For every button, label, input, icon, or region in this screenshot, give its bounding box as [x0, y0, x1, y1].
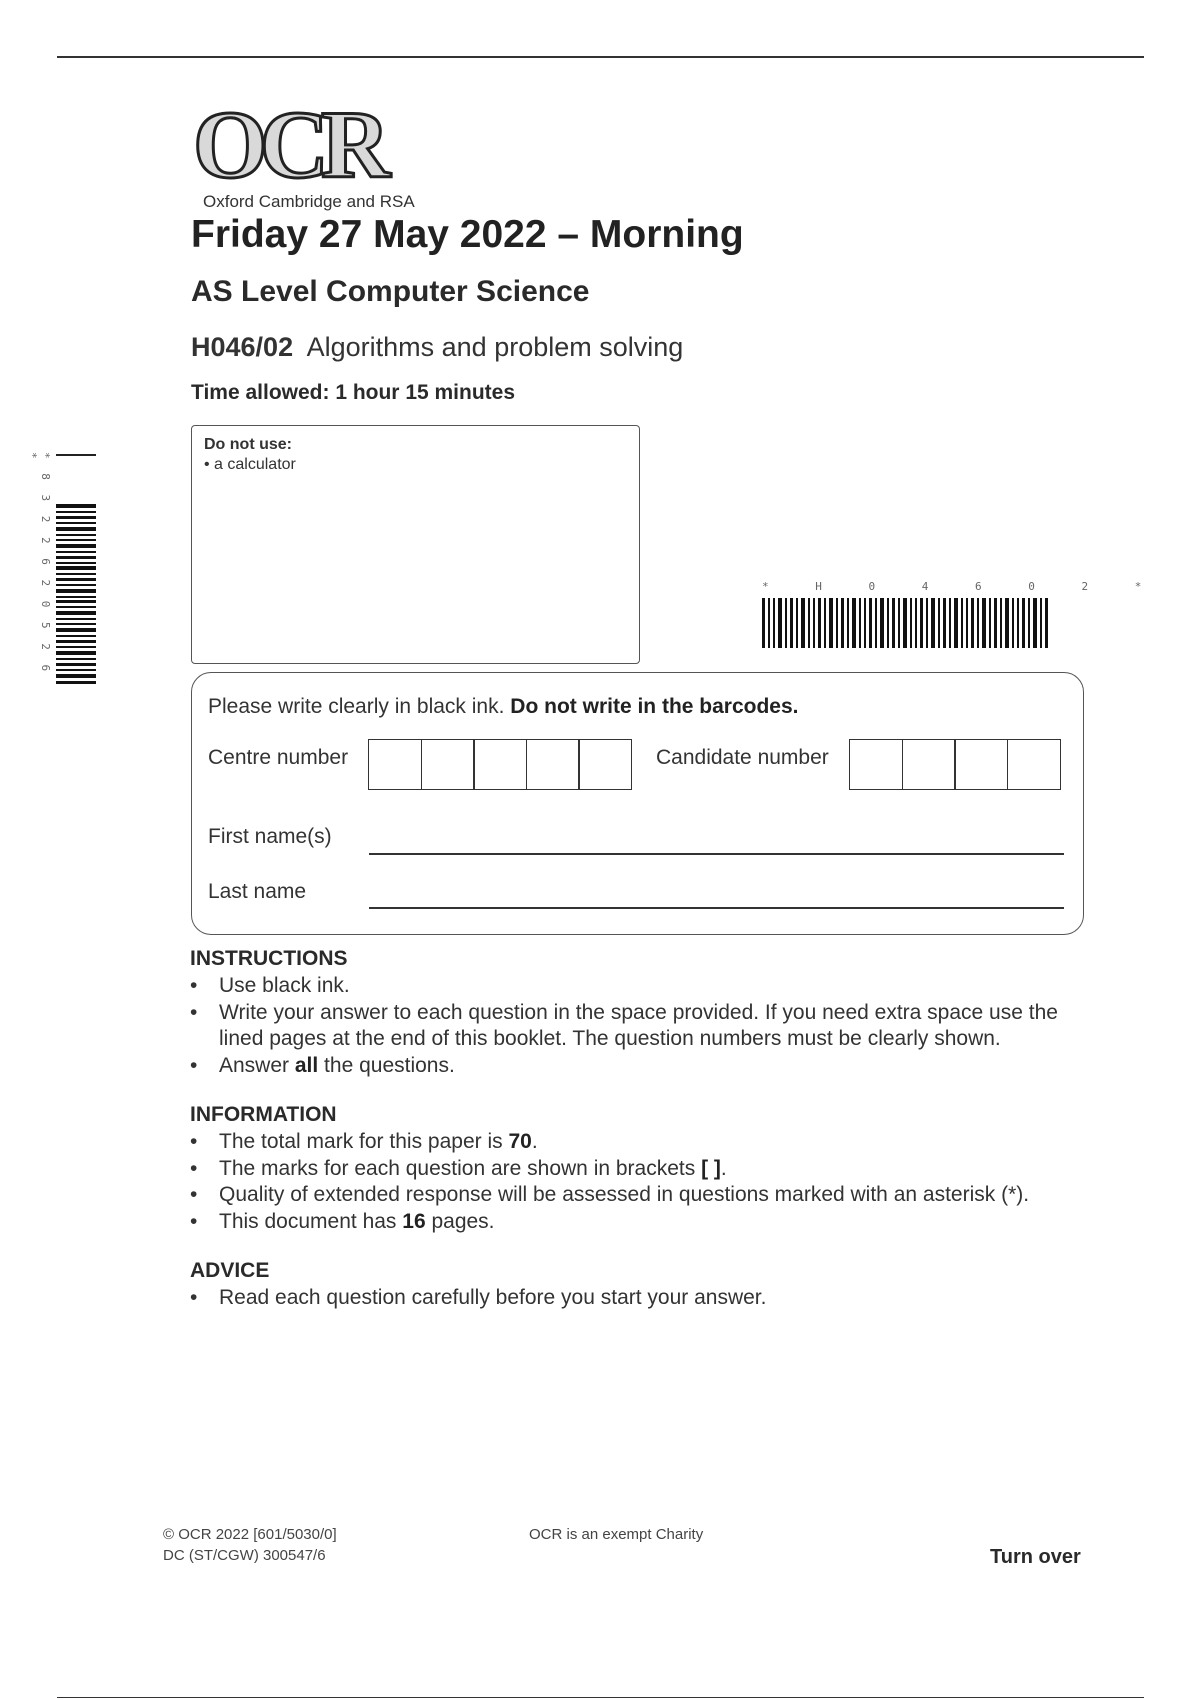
- last-name-line[interactable]: [369, 907, 1064, 909]
- instruction-item: • Answer all the questions.: [190, 1053, 1090, 1080]
- top-rule: [57, 56, 1144, 58]
- last-name-label: Last name: [208, 880, 307, 903]
- footer-reference: DC (ST/CGW) 300547/6: [163, 1547, 326, 1564]
- subject-title: AS Level Computer Science: [191, 275, 590, 308]
- centre-number-cell[interactable]: [578, 739, 632, 790]
- information-item: • Quality of extended response will be assessed in questions marked with an asterisk (*).: [190, 1182, 1090, 1209]
- instructions-section: [190, 947, 1090, 1079]
- candidate-details-box: [191, 672, 1084, 935]
- time-allowed: Time allowed: 1 hour 15 minutes: [191, 381, 516, 404]
- centre-number-cell[interactable]: [421, 739, 475, 790]
- side-barcode-bars: [56, 504, 96, 684]
- paper-title: [191, 332, 683, 363]
- information-heading: INFORMATION: [190, 1103, 337, 1126]
- paper-name: Algorithms and problem solving: [306, 332, 684, 362]
- information-item: • The total mark for this paper is 70.: [190, 1129, 1090, 1156]
- information-item: • The marks for each question are shown in brackets [ ].: [190, 1156, 1090, 1183]
- side-barcode-digits: * 8 3 2 2 6 2 0 5 2 6 *: [26, 452, 52, 676]
- centre-number-boxes[interactable]: [368, 739, 631, 790]
- ocr-logo: [193, 91, 448, 212]
- ocr-logo-subtitle: Oxford Cambridge and RSA: [203, 192, 415, 211]
- instruction-item: • Use black ink.: [190, 973, 1090, 1000]
- instruction-item: • Write your answer to each question in the space provided. If you need extra space use the lined pages at the end of this booklet. The question numbers must be clearly shown.: [190, 1000, 1090, 1053]
- advice-item: • Read each question carefully before you start your answer.: [190, 1285, 1090, 1312]
- turn-over-label: Turn over: [990, 1546, 1081, 1568]
- candidate-number-boxes[interactable]: [849, 739, 1059, 790]
- paper-barcode: [762, 580, 1162, 650]
- ocr-logo-mark: OCR: [193, 91, 383, 198]
- advice-section: [190, 1259, 1090, 1312]
- information-section: [190, 1103, 1090, 1235]
- candidate-number-cell[interactable]: [849, 739, 903, 790]
- first-name-line[interactable]: [369, 853, 1064, 855]
- side-barcode: [26, 452, 100, 684]
- do-not-use-item: • a calculator: [204, 456, 296, 473]
- candidate-number-cell[interactable]: [1007, 739, 1061, 790]
- do-not-use-heading: Do not use:: [204, 436, 292, 453]
- information-item: • This document has 16 pages.: [190, 1209, 1090, 1236]
- footer-charity: OCR is an exempt Charity: [529, 1526, 704, 1543]
- instructions-heading: INSTRUCTIONS: [190, 947, 348, 970]
- paper-barcode-bars: [762, 598, 1052, 648]
- advice-heading: ADVICE: [190, 1259, 270, 1282]
- candidate-number-label: Candidate number: [656, 746, 829, 769]
- do-not-use-box: [191, 425, 640, 664]
- first-name-label: First name(s): [208, 825, 332, 848]
- paper-code: H046/02: [191, 332, 294, 362]
- candidate-number-cell[interactable]: [902, 739, 956, 790]
- candidate-instruction: Please write clearly in black ink. Do not write in the barcodes.: [208, 695, 799, 718]
- paper-barcode-digits: * H 0 4 6 0 2 *: [762, 580, 1162, 593]
- centre-number-cell[interactable]: [368, 739, 422, 790]
- candidate-number-cell[interactable]: [954, 739, 1008, 790]
- centre-number-cell[interactable]: [473, 739, 527, 790]
- exam-date-title: Friday 27 May 2022 – Morning: [191, 213, 744, 256]
- centre-number-label: Centre number: [208, 746, 349, 769]
- bottom-rule: [57, 1697, 1144, 1698]
- centre-number-cell[interactable]: [526, 739, 580, 790]
- footer-copyright: © OCR 2022 [601/5030/0]: [163, 1526, 337, 1543]
